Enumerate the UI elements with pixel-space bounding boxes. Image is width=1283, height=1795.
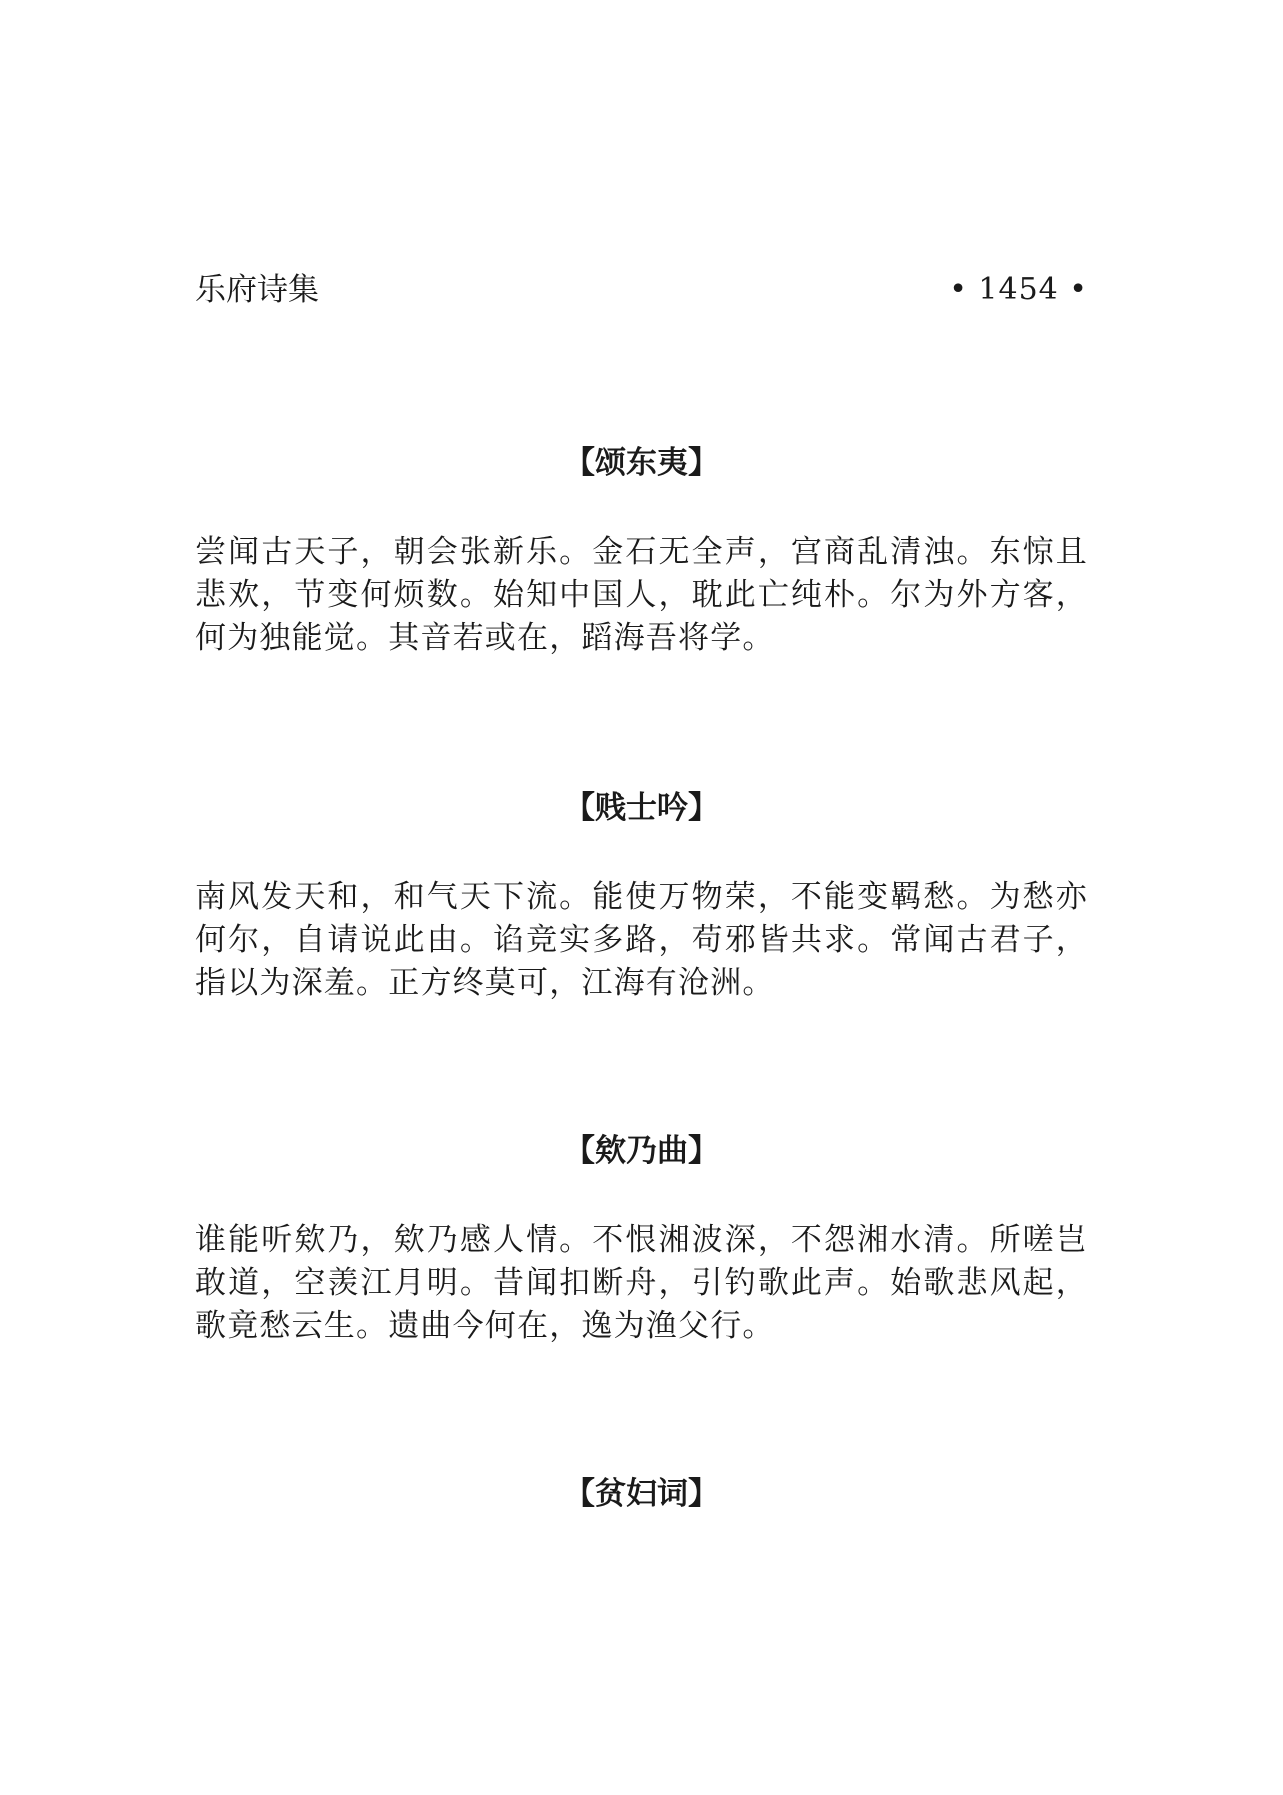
poem-section [195,1472,1088,1516]
page-number: • 1454 • [949,272,1088,307]
poem-section [195,786,1088,1005]
poem-section [195,1129,1088,1348]
poem-body: 谁能听欸乃，欸乃感人情。不恨湘波深，不怨湘水清。所嗟岂敢道，空羡江月明。昔闻扣断舟，引钓歌此声。始歌悲风起，歌竟愁云生。遗曲今何在，逸为渔父行。 [195,1222,1088,1344]
poem-body: 南风发天和，和气天下流。能使万物荣，不能变羁愁。为愁亦何尔，自请说此由。谄竞实多路，苟邪皆共求。常闻古君子，指以为深羞。正方终莫可，江海有沧洲。 [195,879,1088,1001]
page-header [195,268,1088,312]
poem-title: 【贫妇词】 [564,1476,719,1512]
poem-body: 尝闻古天子，朝会张新乐。金石无全声，宫商乱清浊。东惊且悲欢，节变何烦数。始知中国人，耽此亡纯朴。尔为外方客，何为独能觉。其音若或在，蹈海吾将学。 [195,534,1088,656]
book-title: 乐府诗集 [195,272,319,308]
poem-title: 【欸乃曲】 [564,1133,719,1169]
poem-title: 【颂东夷】 [564,445,719,481]
poem-section [195,441,1088,660]
poem-title: 【贱士吟】 [564,790,719,826]
